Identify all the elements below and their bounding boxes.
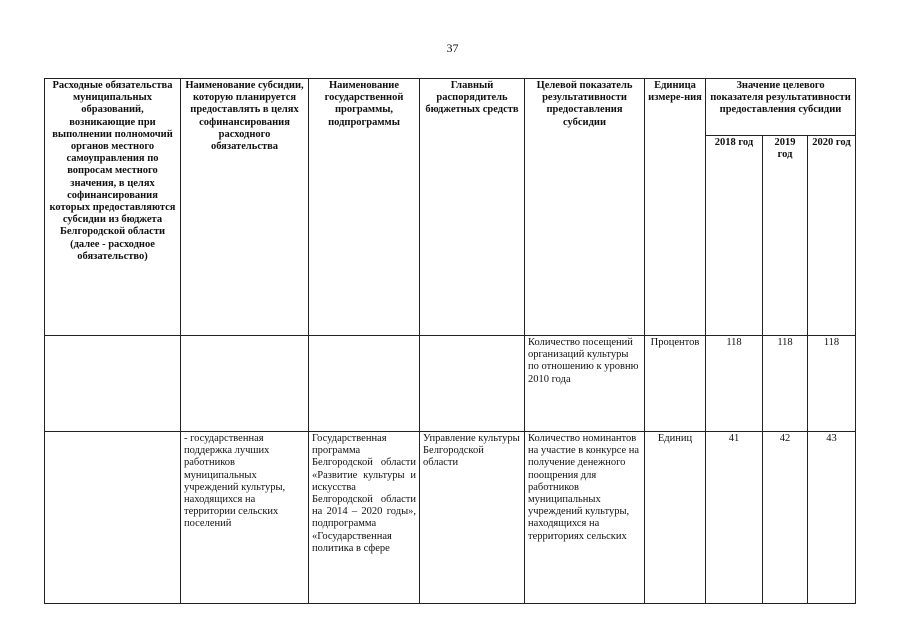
cell-obligation: [45, 432, 181, 604]
cell-program: Государственная программа Белгородской области «Развитие культуры и искусства Белгородской области на 2014 – 2020 годы», подпрограмма «Государственная политика в сфере: [309, 432, 420, 604]
cell-subsidy: - государственная поддержка лучших работников муниципальных учреждений культуры, находящихся на территории сельских поселений: [181, 432, 309, 604]
cell-unit: Процентов: [645, 336, 706, 432]
header-indicator: Целевой показатель результативности предоставления субсидии: [525, 79, 645, 336]
header-year-2018: 2018 год: [706, 136, 763, 336]
header-year-2020: 2020 год: [808, 136, 856, 336]
cell-program: [309, 336, 420, 432]
cell-distributor: [420, 336, 525, 432]
cell-unit: Единиц: [645, 432, 706, 604]
page-number: 37: [446, 41, 459, 55]
table-row: [45, 336, 856, 432]
header-program: Наименование государственной программы, подпрограммы: [309, 79, 420, 336]
cell-indicator: Количество номинантов на участие в конкурсе на получение денежного поощрения для работников муниципальных учреждений культуры, находящихся на территориях сельских: [525, 432, 645, 604]
cell-value-2020: 43: [808, 432, 856, 604]
header-target-value: Значение целевого показателя результативности предоставления субсидии: [706, 79, 856, 136]
header-row: [45, 79, 856, 136]
cell-value-2020: 118: [808, 336, 856, 432]
cell-subsidy: [181, 336, 309, 432]
cell-obligation: [45, 336, 181, 432]
header-year-2019: 2019 год: [763, 136, 808, 336]
header-distributor: Главный распорядитель бюджетных средств: [420, 79, 525, 336]
header-obligations: Расходные обязательства муниципальных образований, возникающие при выполнении полномочий органов местного самоуправления по вопросам местного значения, в целях софинансирования которых предоставляются субсидии из бюджета Белгородской области (далее - расходное обязательство): [45, 79, 181, 336]
header-unit: Единица измере-ния: [645, 79, 706, 336]
cell-value-2018: 41: [706, 432, 763, 604]
cell-value-2019: 42: [763, 432, 808, 604]
cell-value-2018: 118: [706, 336, 763, 432]
cell-indicator: Количество посещений организаций культуры по отношению к уровню 2010 года: [525, 336, 645, 432]
table-row: [45, 432, 856, 604]
subsidy-table: [44, 78, 856, 604]
header-subsidy-name: Наименование субсидии, которую планируется предоставлять в целях софинансирования расходного обязательства: [181, 79, 309, 336]
cell-distributor: Управление культуры Белгородской области: [420, 432, 525, 604]
cell-value-2019: 118: [763, 336, 808, 432]
